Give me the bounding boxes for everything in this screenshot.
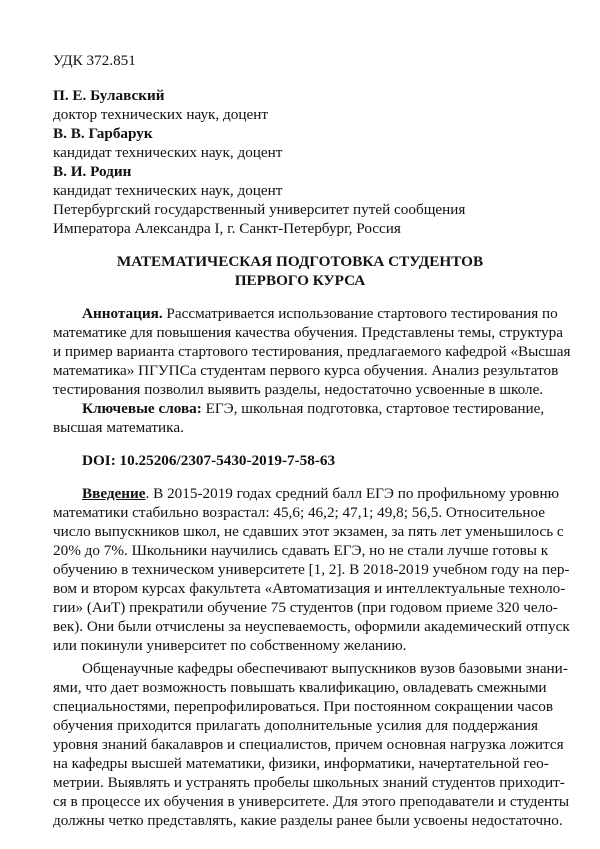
para2-line-3: специальностями, перепрофилироваться. При постоянном сокращении часов <box>53 698 553 715</box>
paper-title-line-1: МАТЕМАТИЧЕСКАЯ ПОДГОТОВКА СТУДЕНТОВ <box>116 253 484 270</box>
intro-line-6: вом и втором курсах факультета «Автоматизация и интеллектуальные техноло- <box>53 580 566 597</box>
udc-code: УДК 372.851 <box>53 52 136 69</box>
intro-label: Введение <box>82 485 146 502</box>
para2-line-4: обучения приходится прилагать дополнительные усилия для поддержания <box>53 717 538 734</box>
keywords-text: ЕГЭ, школьная подготовка, стартовое тестирование, <box>201 400 545 417</box>
author-degree-2: кандидат технических наук, доцент <box>53 144 283 161</box>
author-degree-3: кандидат технических наук, доцент <box>53 182 283 199</box>
abstract-line-3: и пример варианта стартового тестирования, предлагаемого кафедрой «Высшая <box>53 343 571 360</box>
intro-line-5: обучению в техническом университете [1, 2]. В 2018-2019 учебном году на пер- <box>53 561 570 578</box>
intro-line-3: число выпускников школ, не сдавших этот экзамен, за пять лет уменьшилось с <box>53 523 564 540</box>
abstract-text: Рассматривается использование стартового тестирования по <box>162 305 558 322</box>
abstract-line-4: математика» ПГУПСа студентам первого курса обучения. Анализ результатов <box>53 362 559 379</box>
para2-line-8: ся в процессе их обучения в университете. Для этого преподаватели и студенты <box>53 793 570 810</box>
para2-line-2: ями, что дает возможность повышать квалификацию, овладевать смежными <box>53 679 547 696</box>
author-name-1: П. Е. Булавский <box>53 87 165 104</box>
intro-line-9: или покинули университет по собственному желанию. <box>53 637 407 654</box>
para2-line-9: должны четко представлять, какие разделы ранее были усвоены недостаточно. <box>53 812 563 829</box>
keywords-line-2: высшая математика. <box>53 419 184 436</box>
intro-line-1 <box>82 484 559 503</box>
intro-line-8: век). Они были отчислены за неуспеваемость, оформили академический отпуск <box>53 618 570 635</box>
intro-line-7: гии» (АиТ) прекратили обучение 75 студентов (при годовом приеме 320 чело- <box>53 599 558 616</box>
abstract-line-5: тестирования позволил выявить разделы, недостаточно усвоенные в школе. <box>53 381 544 398</box>
abstract-line-2: математике для повышения качества обучения. Представлены темы, структура <box>53 324 563 341</box>
para2-line-7: метрии. Выявлять и устранять пробелы школьных знаний студентов приходит- <box>53 774 565 791</box>
intro-line-4: 20% до 7%. Школьники научились сдавать ЕГЭ, но не стали лучше готовы к <box>53 542 549 559</box>
paper-title-line-2: ПЕРВОГО КУРСА <box>234 272 366 289</box>
abstract-label: Аннотация. <box>82 305 163 322</box>
para2-line-6: на кафедры высшей математики, физики, информатики, начертательной гео- <box>53 755 549 772</box>
affiliation-line-1: Петербургский государственный университет путей сообщения <box>53 201 466 218</box>
author-degree-1: доктор технических наук, доцент <box>53 106 268 123</box>
para2-line-5: уровня знаний бакалавров и специалистов, причем основная нагрузка ложится <box>53 736 564 753</box>
doi: DOI: 10.25206/2307-5430-2019-7-58-63 <box>82 452 336 469</box>
affiliation-line-2: Императора Александра I, г. Санкт-Петербург, Россия <box>53 220 401 237</box>
author-name-2: В. В. Гарбарук <box>53 125 153 142</box>
para2-line-1: Общенаучные кафедры обеспечивают выпускников вузов базовыми знани- <box>82 660 568 677</box>
intro-text: . В 2015-2019 годах средний балл ЕГЭ по профильному уровню <box>145 485 559 502</box>
intro-line-2: математики стабильно возрастал: 45,6; 46,2; 47,1; 49,8; 56,5. Относительное <box>53 504 546 521</box>
keywords-line-1 <box>82 399 545 418</box>
author-name-3: В. И. Родин <box>53 163 132 180</box>
abstract-line-1 <box>82 304 558 323</box>
keywords-label: Ключевые слова: <box>82 400 202 417</box>
